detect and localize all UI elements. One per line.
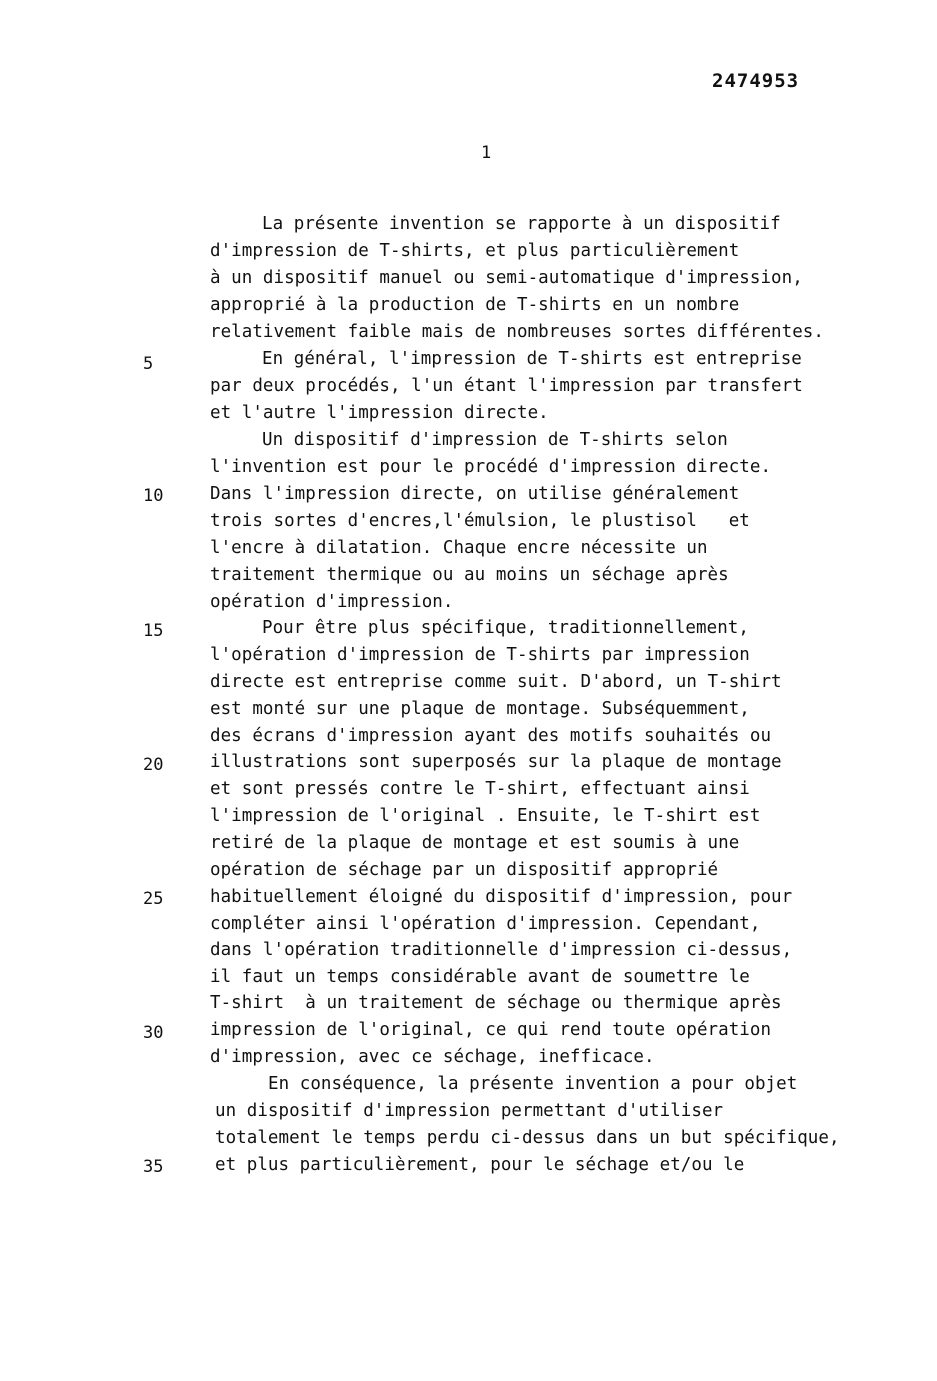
text-line: d'impression de T-shirts, et plus particulièrement: [210, 241, 740, 261]
line-number: 35: [143, 1157, 164, 1177]
text-line: Dans l'impression directe, on utilise généralement: [210, 484, 740, 504]
text-line: opération d'impression.: [210, 592, 454, 612]
text-line: l'encre à dilatation. Chaque encre nécessite un: [210, 538, 708, 558]
document-number: 2474953: [712, 70, 800, 92]
text-line: l'impression de l'original . Ensuite, le T-shirt est: [210, 806, 761, 826]
line-number: 5: [143, 354, 154, 374]
text-line: d'impression, avec ce séchage, inefficace.: [210, 1047, 655, 1067]
text-line: impression de l'original, ce qui rend toute opération: [210, 1020, 772, 1040]
page-number: 1: [481, 143, 492, 163]
text-line: opération de séchage par un dispositif approprié: [210, 860, 719, 880]
text-line: et plus particulièrement, pour le séchage et/ou le: [215, 1155, 745, 1175]
line-number: 20: [143, 755, 164, 775]
line-number: 25: [143, 889, 164, 909]
text-line: il faut un temps considérable avant de soumettre le: [210, 967, 750, 987]
text-line: compléter ainsi l'opération d'impression. Cependant,: [210, 914, 761, 934]
text-line: T-shirt à un traitement de séchage ou thermique après: [210, 993, 782, 1013]
text-line: dans l'opération traditionnelle d'impression ci-dessus,: [210, 940, 793, 960]
text-line: des écrans d'impression ayant des motifs souhaités ou: [210, 726, 772, 746]
text-line: Un dispositif d'impression de T-shirts selon: [262, 430, 728, 450]
line-number: 10: [143, 486, 164, 506]
text-line: En conséquence, la présente invention a pour objet: [268, 1074, 798, 1094]
text-line: à un dispositif manuel ou semi-automatique d'impression,: [210, 268, 803, 288]
text-line: l'invention est pour le procédé d'impression directe.: [210, 457, 772, 477]
text-line: un dispositif d'impression permettant d'utiliser: [215, 1101, 724, 1121]
text-line: traitement thermique ou au moins un séchage après: [210, 565, 729, 585]
text-line: trois sortes d'encres,l'émulsion, le plustisol et: [210, 511, 750, 531]
line-number: 30: [143, 1023, 164, 1043]
text-line: approprié à la production de T-shirts en un nombre: [210, 295, 740, 315]
text-line: est monté sur une plaque de montage. Subséquemment,: [210, 699, 750, 719]
text-line: directe est entreprise comme suit. D'abord, un T-shirt: [210, 672, 782, 692]
text-line: En général, l'impression de T-shirts est entreprise: [262, 349, 802, 369]
text-line: relativement faible mais de nombreuses sortes différentes.: [210, 322, 824, 342]
text-line: totalement le temps perdu ci-dessus dans un but spécifique,: [215, 1128, 840, 1148]
line-number: 15: [143, 621, 164, 641]
text-line: habituellement éloigné du dispositif d'impression, pour: [210, 887, 793, 907]
text-line: par deux procédés, l'un étant l'impression par transfert: [210, 376, 803, 396]
text-line: l'opération d'impression de T-shirts par impression: [210, 645, 750, 665]
text-line: et sont pressés contre le T-shirt, effectuant ainsi: [210, 779, 750, 799]
text-line: La présente invention se rapporte à un dispositif: [262, 214, 781, 234]
text-line: retiré de la plaque de montage et est soumis à une: [210, 833, 740, 853]
text-line: et l'autre l'impression directe.: [210, 403, 549, 423]
text-line: illustrations sont superposés sur la plaque de montage: [210, 752, 782, 772]
text-line: Pour être plus spécifique, traditionnellement,: [262, 618, 749, 638]
